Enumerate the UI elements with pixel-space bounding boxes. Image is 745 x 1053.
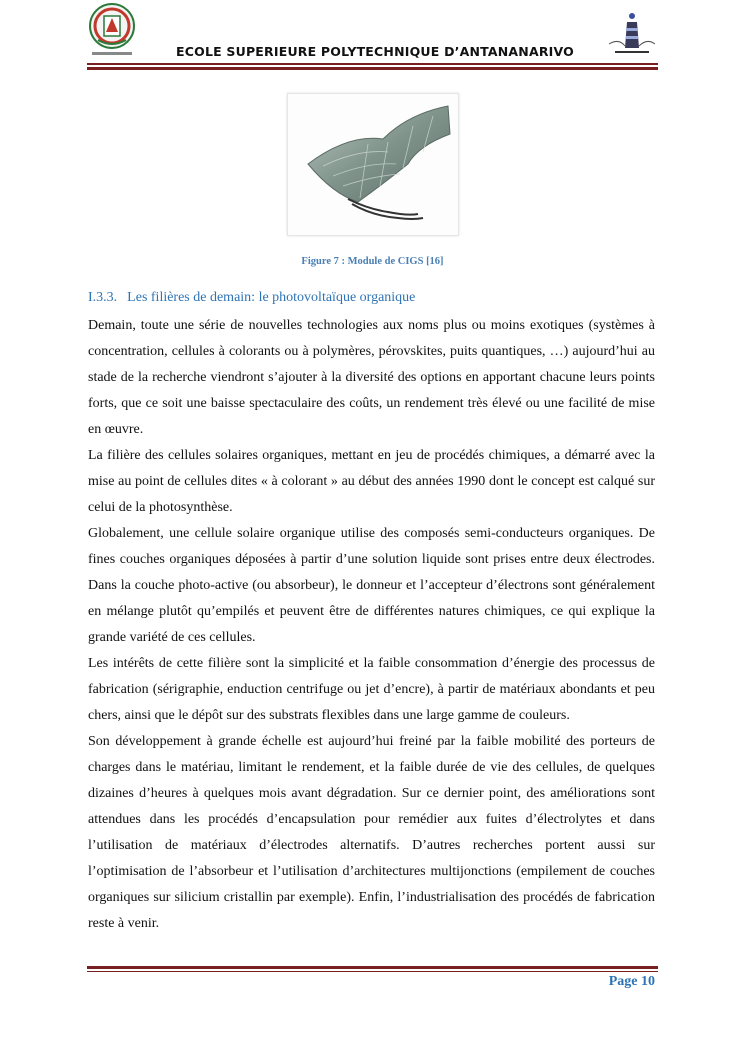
footer-rule bbox=[87, 971, 658, 972]
flexible-cigs-module-image bbox=[288, 94, 458, 235]
page-number: Page 10 bbox=[608, 974, 655, 989]
header-rule bbox=[87, 63, 658, 65]
lighthouse-emblem-icon bbox=[605, 8, 657, 60]
footer-rule-thick bbox=[87, 966, 658, 969]
paragraph: Son développement à grande échelle est aujourd’hui freiné par la faible mobilité des porteurs de charges dans le matériau, limitant le rendement, et la faible durée de vie des cellules, de quelques dizaines d’heures à quelques mois avant dégradation. Sur ce dernier point, des améliorations sont attendues dans les procédés d’encapsulation pour remédier aux fuites d’électrolytes et dans l’utilisation de matériaux d’électrodes alternatifs. D’autres recherches portent aussi sur l’optimisation de l’absorbeur et l’utilisation d’architectures multijonctions (empilement de couches organiques sur silicium cristallin par exemple). Enfin, l’industrialisation des procédés de fabrication reste à venir. bbox=[88, 734, 655, 931]
paragraph: La filière des cellules solaires organiques, mettant en jeu de procédés chimiques, a démarré avec la mise au point de cellules dites « à colorant » au début des années 1990 dont le concept est calqué sur celui de la photosynthèse. bbox=[88, 448, 655, 515]
section-heading bbox=[88, 290, 415, 306]
paragraph: Les intérêts de cette filière sont la simplicité et la faible consommation d’énergie des processus de fabrication (sérigraphie, enduction centrifuge ou jet d’encre), à partir de matériaux abondants et peu chers, ainsi que le dépôt sur des substrats flexibles dans une large gamme de couleurs. bbox=[88, 656, 655, 723]
school-name: ECOLE SUPERIEURE POLYTECHNIQUE D’ANTANANARIVO bbox=[176, 44, 574, 59]
section-title: Les filières de demain: le photovoltaïque organique bbox=[127, 290, 416, 305]
section-number: I.3.3. bbox=[88, 290, 118, 305]
figure-caption: Figure 7 : Module de CIGS [16] bbox=[301, 256, 444, 267]
cigs-module-figure bbox=[287, 93, 459, 236]
school-crest-icon bbox=[86, 2, 138, 60]
paragraph: Globalement, une cellule solaire organique utilise des composés semi-conducteurs organiques. De fines couches organiques déposées à partir d’une solution liquide sont prises entre deux électrodes. Dans la couche photo-active (ou absorbeur), le donneur et l’accepteur d’électrons sont généralement en mélange plutôt qu’empilés et peuvent être de différentes natures chimiques, ce qui explique la grande variété de ces cellules. bbox=[88, 526, 655, 645]
header-rule-thick bbox=[87, 67, 658, 70]
paragraph: Demain, toute une série de nouvelles technologies aux noms plus ou moins exotiques (systèmes à concentration, cellules à colorants ou à polymères, pérovskites, puits quantiques, …) aujourd’hui au stade de la recherche viendront s’ajouter à la diversité des options en apportant chacune leurs points forts, que ce soit une baisse spectaculaire des coûts, un rendement très élevé ou une facilité de mise en œuvre. bbox=[88, 318, 655, 437]
body-text bbox=[88, 313, 655, 937]
